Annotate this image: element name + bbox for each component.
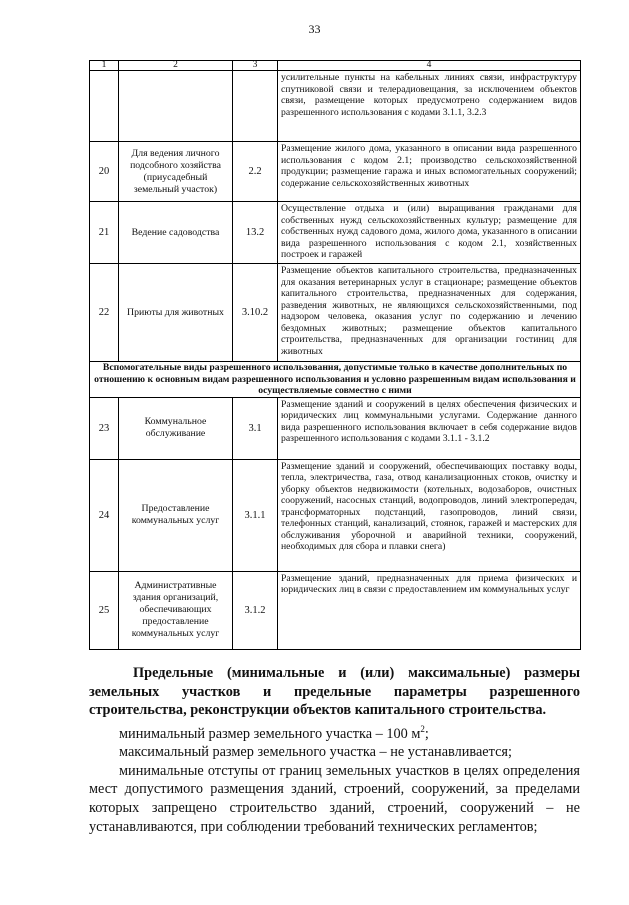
use-description: Осуществление отдыха и (или) выращивания гражданами для собственных нужд сельскохозяйственных культур; размещение для собственных нужд садового дома, жилого дома, указанного в описании вида разрешенного использования с кодом 2.1, хозяйственных построек и гаражей xyxy=(278,202,581,264)
use-name: Коммунальное обслуживание xyxy=(119,397,233,459)
continuation-description: усилительные пункты на кабельных линиях связи, инфраструктуру спутниковой связи и телерадиовещания, за исключением объектов связи, размещение которых предусмотрено содержанием видов разрешенного использования с кодами 3.1.1, 3.2.3 xyxy=(278,71,581,142)
min-area-sup: 2 xyxy=(420,723,425,734)
header-cell: 4 xyxy=(278,61,581,71)
min-area-text: минимальный размер земельного участка – 100 м xyxy=(119,725,421,742)
use-code: 13.2 xyxy=(233,202,278,264)
use-description: Размещение зданий и сооружений в целях обеспечения физических и юридических лиц коммунальными услугами. Содержание данного вида разрешенного использования включает в себя содержание видов разрешенного использования с кодами 3.1.1 - 3.1.2 xyxy=(278,397,581,459)
use-name: Приюты для животных xyxy=(119,264,233,362)
header-cell: 3 xyxy=(233,61,278,71)
regulations-text xyxy=(89,664,580,836)
empty-cell xyxy=(119,71,233,142)
table-header-row xyxy=(90,61,581,71)
section-title: Вспомогательные виды разрешенного использования, допустимые только в качестве дополнительных по отношению к основным видам разрешенного использования и условно разрешенным видам использования и осуществляемые совместно с ними xyxy=(90,362,581,398)
min-area-end: ; xyxy=(424,725,429,742)
use-code: 2.2 xyxy=(233,142,278,202)
use-name: Ведение садоводства xyxy=(119,202,233,264)
table-row xyxy=(90,459,581,571)
table-row xyxy=(90,397,581,459)
use-code: 3.1 xyxy=(233,397,278,459)
row-number: 21 xyxy=(90,202,119,264)
use-description: Размещение жилого дома, указанного в описании вида разрешенного использования с кодом 2.1; производство сельскохозяйственной продукции; размещение гаража и иных вспомогательных сооружений; содержание сельскохозяйственных животных xyxy=(278,142,581,202)
row-number: 24 xyxy=(90,459,119,571)
row-number: 22 xyxy=(90,264,119,362)
page-number: 33 xyxy=(308,22,321,36)
row-number: 23 xyxy=(90,397,119,459)
use-name: Предоставление коммунальных услуг xyxy=(119,459,233,571)
empty-cell xyxy=(233,71,278,142)
use-name: Административные здания организаций, обеспечивающих предоставление коммунальных услуг xyxy=(119,571,233,649)
land-use-table xyxy=(89,60,581,650)
table-row-continuation xyxy=(90,71,581,142)
table-row xyxy=(90,571,581,649)
use-name: Для ведения личного подсобного хозяйства (приусадебный земельный участок) xyxy=(119,142,233,202)
use-description: Размещение зданий и сооружений, обеспечивающих поставку воды, тепла, электричества, газа, отвод канализационных стоков, очистку и уборку объектов недвижимости (котельных, водозаборов, очистных сооружений, насосных станций, водопроводов, линий электропередач, трансформаторных подстанций, газопроводов, линий связи, телефонных станций, канализаций, стоянок, гаражей и мастерских для обслуживания уборочной и аварийной техники, сооружений, необходимых для сбора и плавки снега) xyxy=(278,459,581,571)
parameters-heading: Предельные (минимальные и (или) максимальные) размеры земельных участков и предельные параметры разрешенного строительства, реконструкции объектов капитального строительства. xyxy=(89,665,580,719)
row-number: 25 xyxy=(90,571,119,649)
use-code: 3.10.2 xyxy=(233,264,278,362)
empty-cell xyxy=(90,71,119,142)
row-number: 20 xyxy=(90,142,119,202)
min-area-line xyxy=(89,720,580,743)
header-cell: 2 xyxy=(119,61,233,71)
setbacks-paragraph: минимальные отступы от границ земельных участков в целях определения мест допустимого размещения зданий, строений, сооружений, за пределами которых запрещено строительство зданий, строений, сооружений – не устанавливаются, при соблюдении требований технических регламентов; xyxy=(89,762,580,835)
table-row xyxy=(90,264,581,362)
table-row xyxy=(90,142,581,202)
header-cell: 1 xyxy=(90,61,119,71)
use-code: 3.1.2 xyxy=(233,571,278,649)
section-row xyxy=(90,362,581,398)
use-description: Размещение объектов капитального строительства, предназначенных для оказания ветеринарных услуг в стационаре; размещение объектов капитального строительства, предназначенных для содержания, разведения животных, не являющихся сельскохозяйственными, под надзором человека, оказания услуг по содержанию и лечению бездомных животных; размещение объектов капитального строительства, предназначенных для организации гостиниц для животных xyxy=(278,264,581,362)
table-row xyxy=(90,202,581,264)
use-code: 3.1.1 xyxy=(233,459,278,571)
use-description: Размещение зданий, предназначенных для приема физических и юридических лиц в связи с предоставлением им коммунальных услуг xyxy=(278,571,581,649)
max-area-line: максимальный размер земельного участка – не устанавливается; xyxy=(119,744,512,761)
